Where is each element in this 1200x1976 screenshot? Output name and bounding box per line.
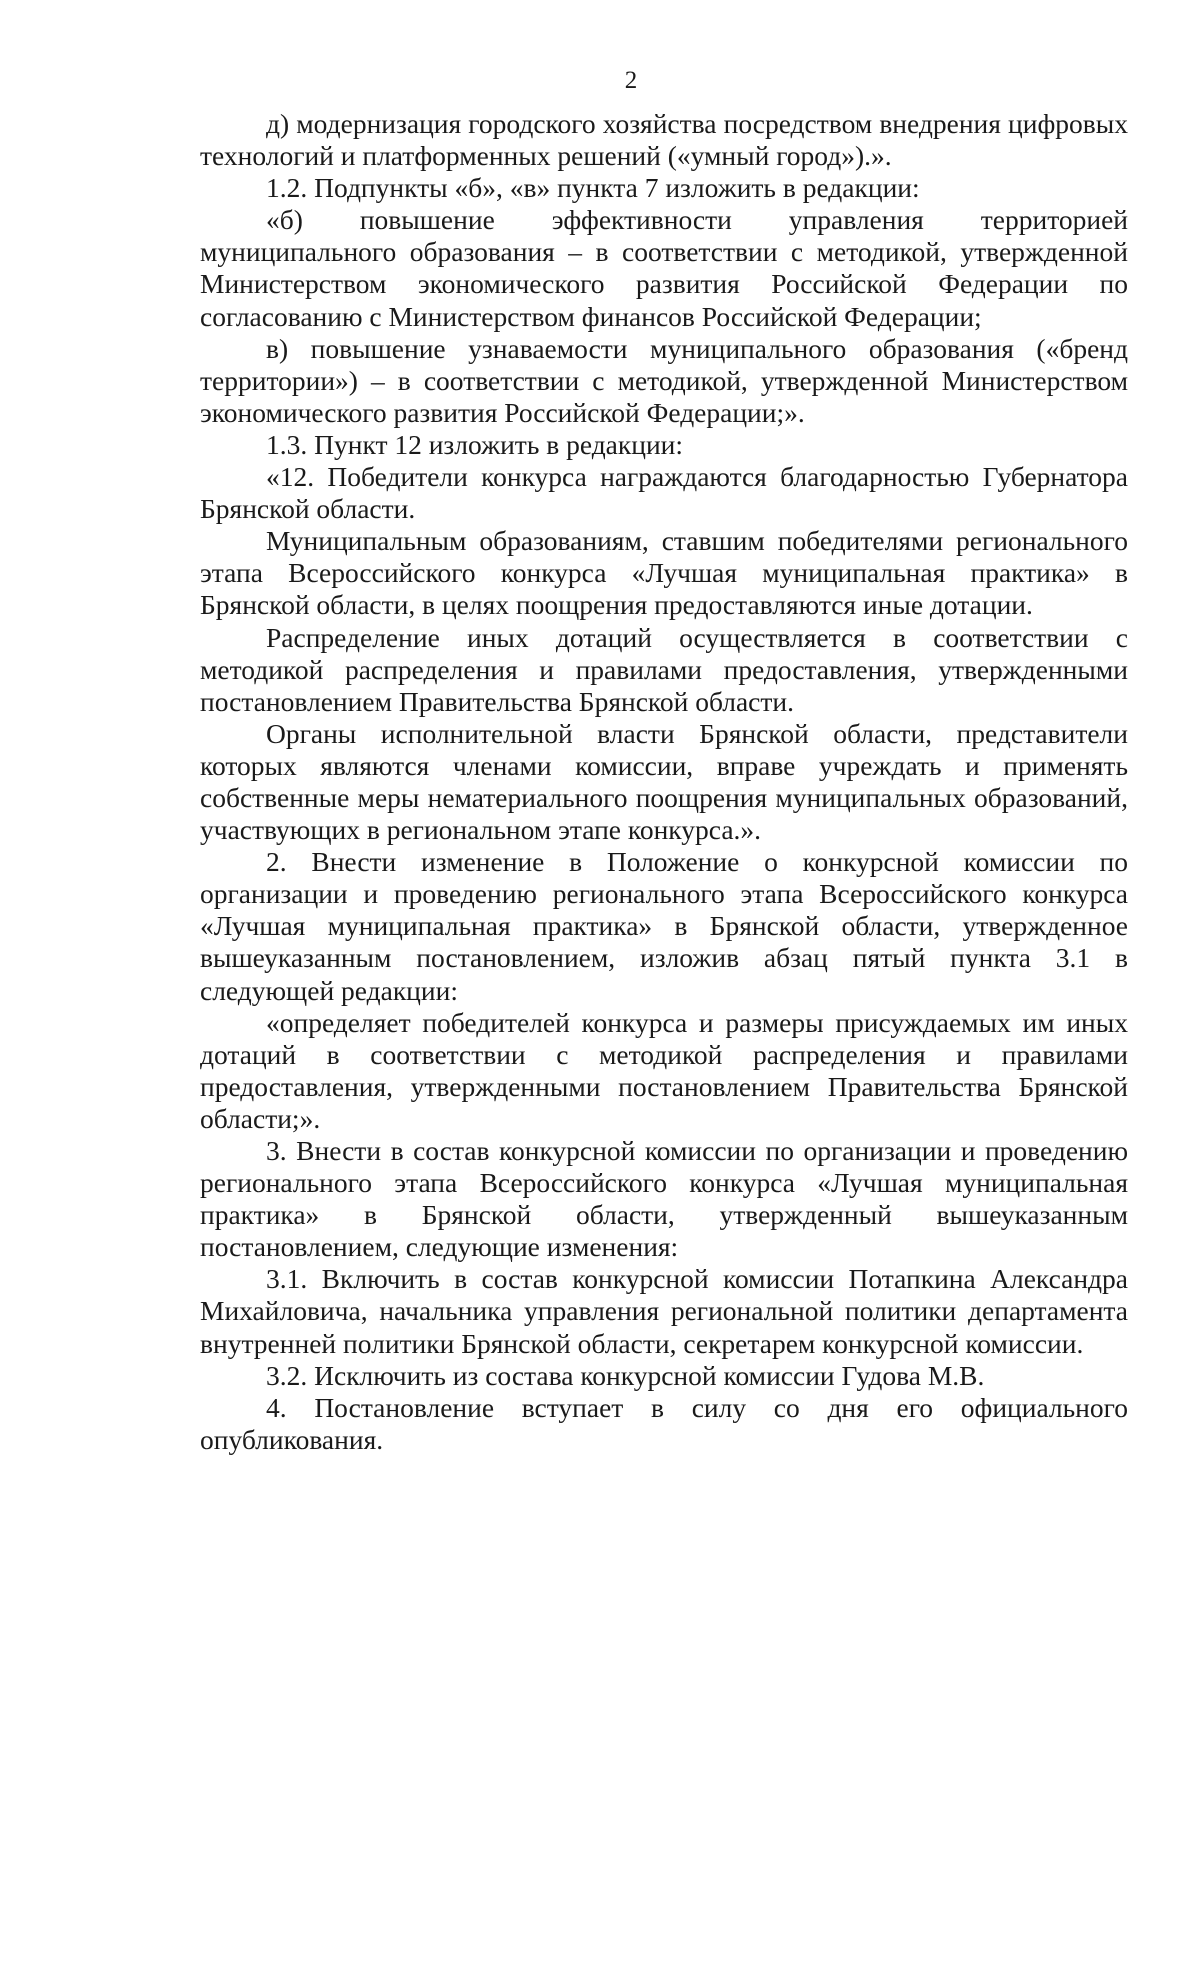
paragraph-1-2-heading: 1.2. Подпункты «б», «в» пункта 7 изложить в редакции: xyxy=(266,172,920,204)
paragraph-4-effective: 4. Постановление вступает в силу со дня его официального опубликования. xyxy=(200,1391,1128,1455)
paragraph-3-1-include: 3.1. Включить в состав конкурсной комиссии Потапкина Александра Михайловича, начальника управления региональной политики департамента внутренней политики Брянской области, секретарем конкурсной комиссии. xyxy=(200,1263,1128,1359)
paragraph-2-text: «определяет победителей конкурса и размеры присуждаемых им иных дотаций в соответствии с методикой распределения и правилами предоставления, утвержденными постановлением Правительства Брянской области;». xyxy=(200,1006,1128,1134)
paragraph-1-2-v: в) повышение узнаваемости муниципального образования («бренд территории») – в соответствии с методикой, утвержденной Министерством экономического развития Российской Федерации;». xyxy=(200,332,1128,428)
paragraph-12-dotations: Муниципальным образованиям, ставшим победителями регионального этапа Всероссийского конкурса «Лучшая муниципальная практика» в Брянской области, в целях поощрения предоставляются иные дотации. xyxy=(200,525,1128,621)
paragraph-12-authorities: Органы исполнительной власти Брянской области, представители которых являются членами комиссии, вправе учреждать и применять собственные меры нематериального поощрения муниципальных образований, участвующих в региональном этапе конкурса.». xyxy=(200,717,1128,846)
paragraph-12-distribution: Распределение иных дотаций осуществляется в соответствии с методикой распределения и правилами предоставления, утвержденными постановлением Правительства Брянской области. xyxy=(200,621,1128,717)
document-body xyxy=(200,108,1128,1456)
paragraph-1-2-b: «б) повышение эффективности управления территорией муниципального образования – в соответствии с методикой, утвержденной Министерством экономического развития Российской Федерации по согласованию с Министерством финансов Российской Федерации; xyxy=(200,204,1128,332)
paragraph-1d-smart-city: д) модернизация городского хозяйства посредством внедрения цифровых технологий и платформенных решений («умный город»).». xyxy=(200,108,1128,172)
paragraph-3-composition: 3. Внести в состав конкурсной комиссии по организации и проведению регионального этапа Всероссийского конкурса «Лучшая муниципальная практика» в Брянской области, утвержденный вышеуказанным постановлением, следующие изменения: xyxy=(200,1135,1128,1263)
paragraph-12-winners: «12. Победители конкурса награждаются благодарностью Губернатора Брянской области. xyxy=(200,461,1128,525)
paragraph-2-amendment: 2. Внести изменение в Положение о конкурсной комиссии по организации и проведению регионального этапа Всероссийского конкурса «Лучшая муниципальная практика» в Брянской области, утвержденное вышеуказанным постановлением, изложив абзац пятый пункта 3.1 в следующей редакции: xyxy=(200,846,1128,1006)
paragraph-3-2-exclude: 3.2. Исключить из состава конкурсной комиссии Гудова М.В. xyxy=(266,1359,985,1391)
paragraph-1-3-heading: 1.3. Пункт 12 изложить в редакции: xyxy=(266,428,684,460)
page-number: 2 xyxy=(624,67,638,94)
